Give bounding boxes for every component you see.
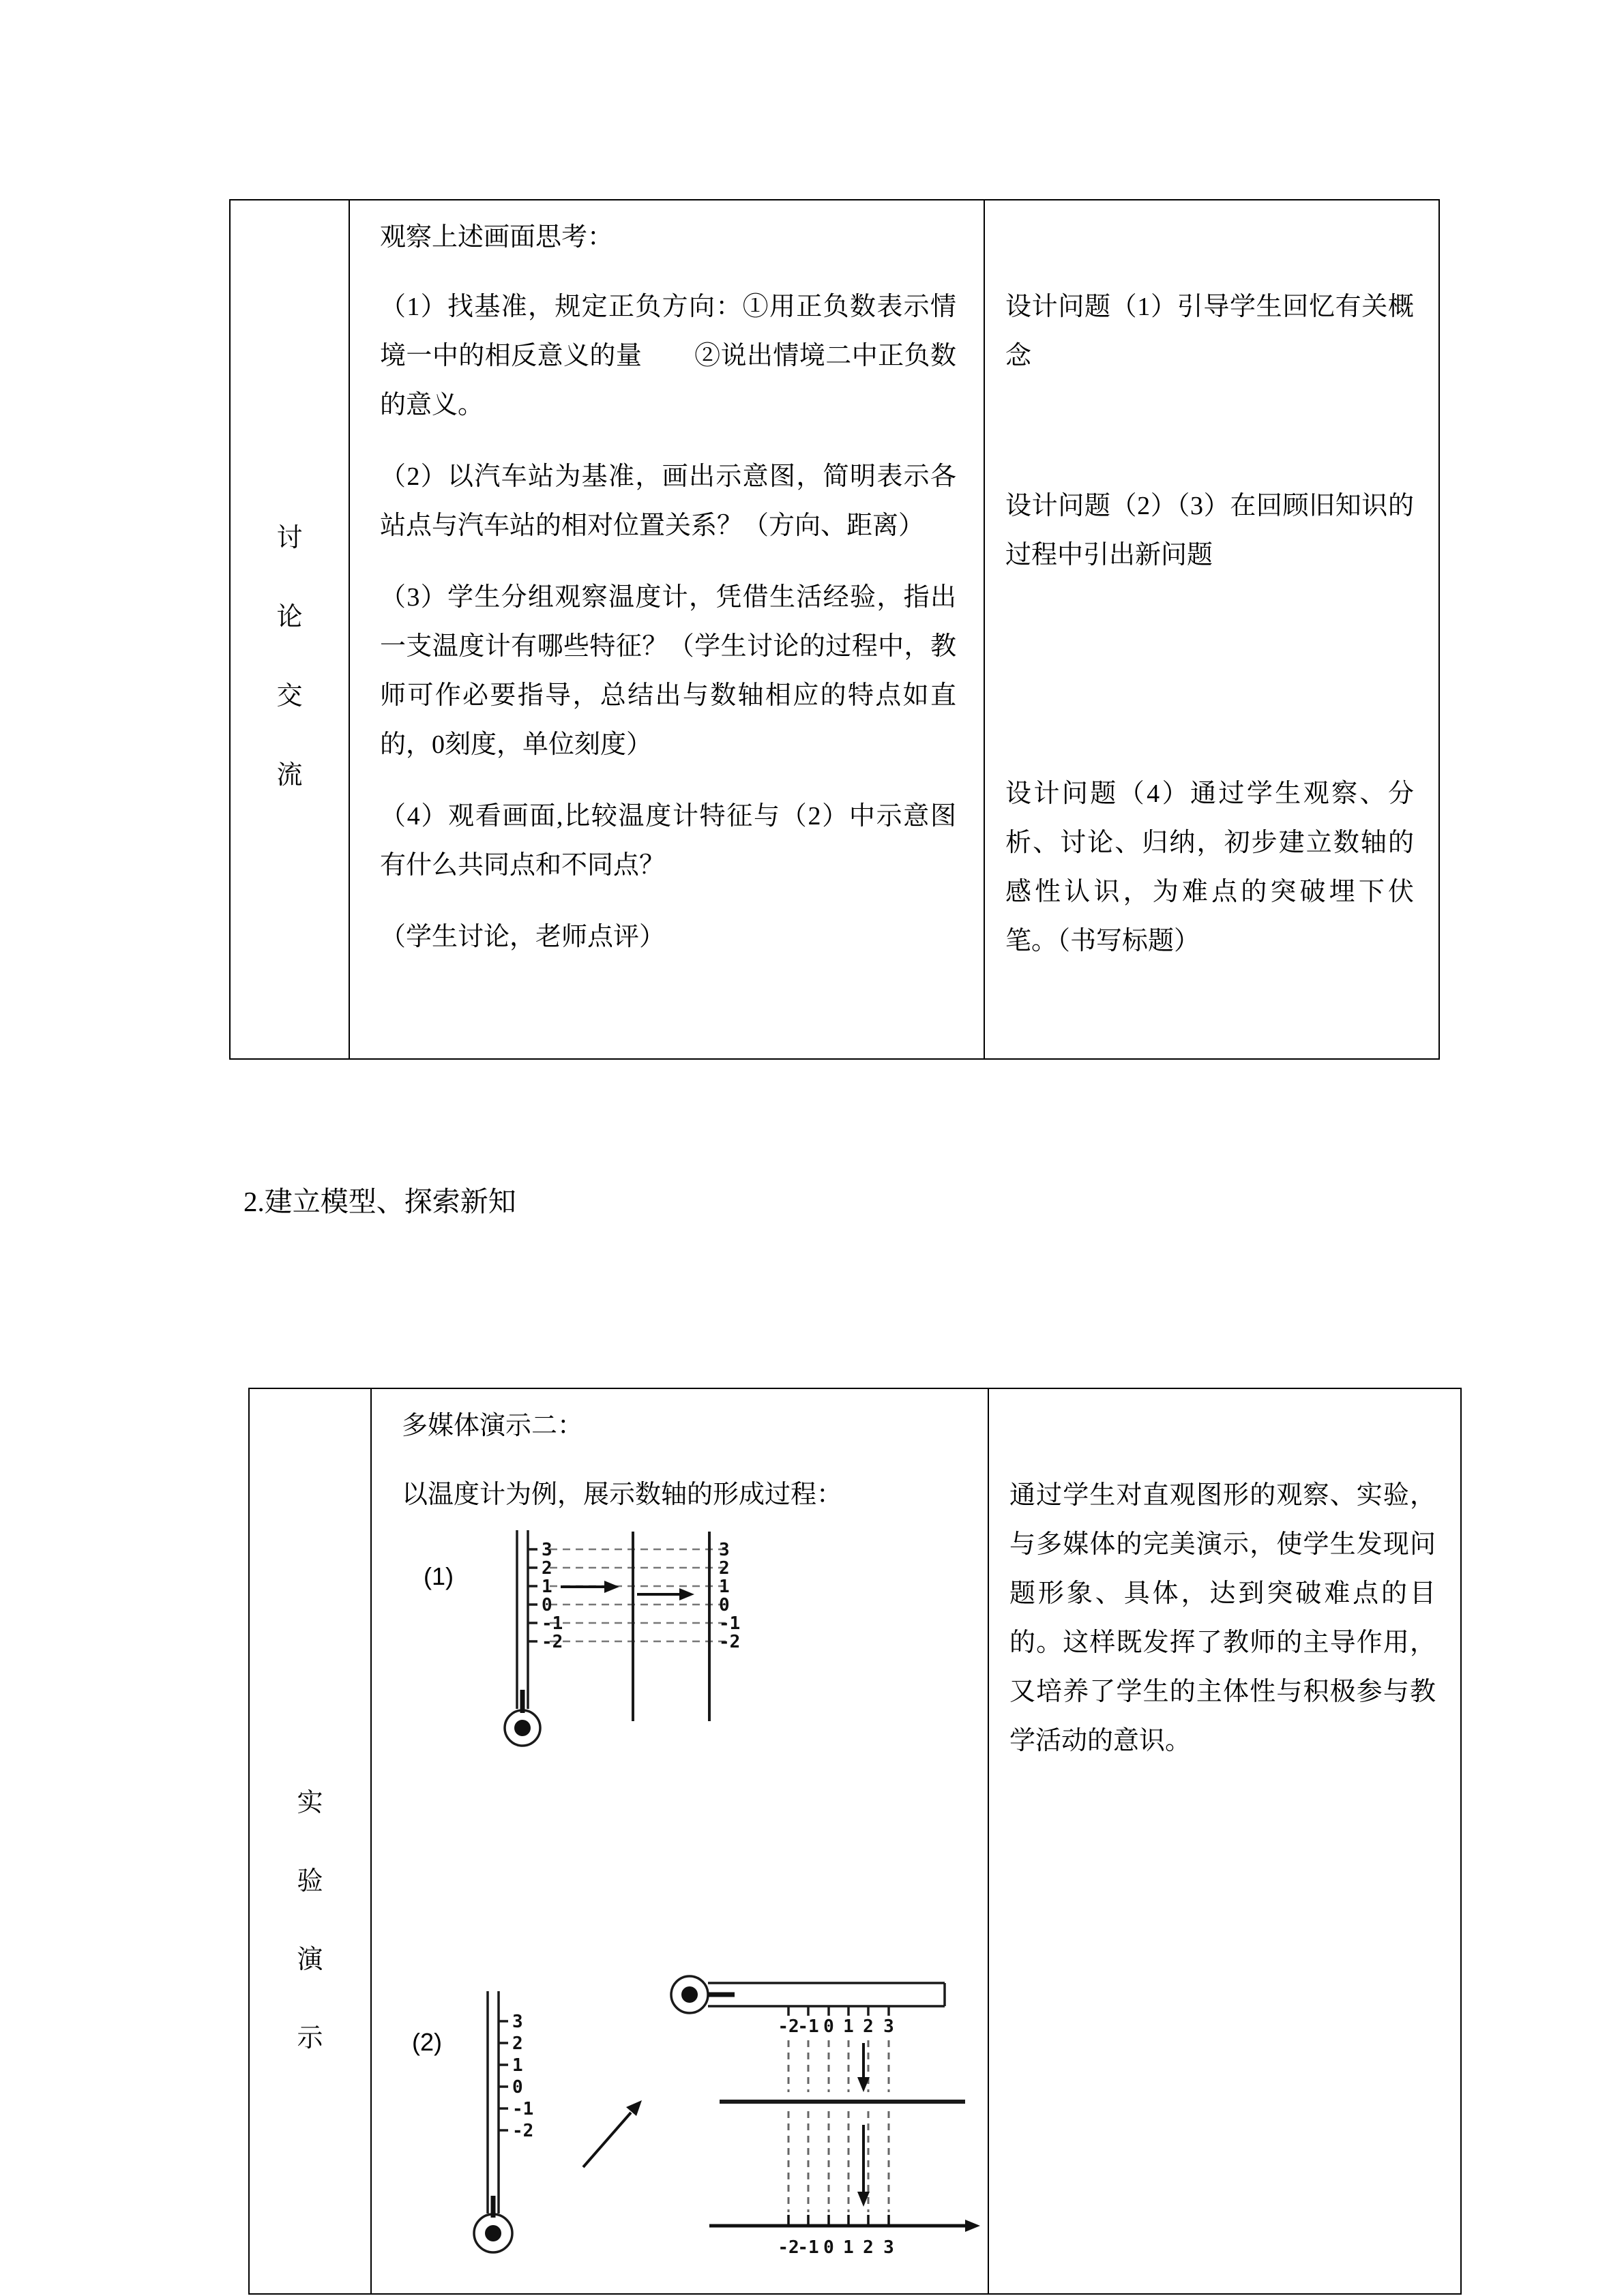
svg-text:-2: -2 <box>719 1632 741 1652</box>
row-header-char: 演 <box>297 1945 323 1974</box>
svg-text:0: 0 <box>719 1595 730 1615</box>
table-experiment-demo <box>248 1388 1462 2295</box>
dashed-projection-lines-upper <box>788 2040 889 2092</box>
row-header-char: 实 <box>297 1788 323 1817</box>
row-header-char: 论 <box>276 603 303 631</box>
row-header-char: 流 <box>276 761 303 790</box>
figure-2-label: (2) <box>412 2028 442 2056</box>
svg-text:0: 0 <box>823 2237 834 2258</box>
dashed-projection-lines-lower <box>788 2111 889 2212</box>
observe-prompt-title: 观察上述画面思考： <box>380 223 614 252</box>
row-header-char: 示 <box>297 2023 323 2053</box>
svg-text:0: 0 <box>823 2016 834 2037</box>
thermometer-rotation-to-horizontal-numberline-diagram <box>460 1972 988 2293</box>
section-heading: 2.建立模型、探索新知 <box>243 1186 516 1217</box>
discussion-content-cell <box>349 200 984 1058</box>
thermometer-to-vertical-numberline-diagram <box>490 1522 763 1768</box>
mercury-bulb <box>485 2225 501 2241</box>
svg-text:-1: -1 <box>797 2016 819 2037</box>
svg-text:3: 3 <box>719 1540 730 1560</box>
row-header-experiment <box>250 1389 370 2293</box>
question-1: （1）找基准，规定正负方向：①用正负数表示情境一中的相反意义的量 ②说出情境二中正负数的意义。 <box>380 293 956 419</box>
design-intent-cell <box>984 200 1438 1058</box>
svg-text:1: 1 <box>719 1577 730 1597</box>
mercury-bulb <box>514 1720 531 1736</box>
design-note-3: 设计问题（4）通过学生观察、分析、讨论、归纳，初步建立数轴的感性认识，为难点的突破埋下伏笔。（书写标题） <box>1005 779 1414 955</box>
horizontal-scale-labels <box>778 2016 894 2037</box>
row-header-discussion <box>231 200 349 1058</box>
figure-1-label: (1) <box>424 1562 454 1590</box>
svg-text:3: 3 <box>512 2012 523 2032</box>
svg-text:-2: -2 <box>512 2121 534 2141</box>
svg-text:1: 1 <box>843 2016 854 2037</box>
svg-text:3: 3 <box>542 1540 552 1560</box>
design-note-demo: 通过学生对直观图形的观察、实验，与多媒体的完美演示，使学生发现问题形象、具体，达到突破难点的目的。这样既发挥了教师的主导作用，又培养了学生的主体性与积极参与教学活动的意识。 <box>1009 1481 1436 1755</box>
svg-text:2: 2 <box>542 1558 552 1579</box>
svg-text:-1: -1 <box>512 2099 534 2119</box>
demo-subtitle: 以温度计为例，展示数轴的形成过程： <box>402 1480 843 1509</box>
discussion-note: （学生讨论，老师点评） <box>380 923 666 951</box>
design-note-2: 设计问题（2）（3）在回顾旧知识的过程中引出新问题 <box>1005 492 1414 569</box>
thermometer-scale-labels <box>542 1540 563 1652</box>
rotate-arrow <box>583 2100 642 2167</box>
svg-text:2: 2 <box>719 1558 730 1579</box>
svg-text:-2: -2 <box>542 1632 563 1652</box>
question-3: （3）学生分组观察温度计，凭借生活经验，指出一支温度计有哪些特征？（学生讨论的过程中，教师可作必要指导，总结出与数轴相应的特点如直的，0刻度，单位刻度） <box>380 583 956 759</box>
transform-arrows <box>561 1581 694 1600</box>
question-2: （2）以汽车站为基准，画出示意图，简明表示各站点与汽车站的相对位置关系？（方向、距离） <box>380 462 956 540</box>
svg-text:-2: -2 <box>778 2237 799 2258</box>
svg-text:-1: -1 <box>542 1613 563 1634</box>
svg-text:3: 3 <box>883 2237 894 2258</box>
table-discussion <box>229 199 1440 1060</box>
svg-text:1: 1 <box>542 1577 552 1597</box>
vertical-scale-labels <box>512 2012 533 2141</box>
numberline-scale-labels <box>778 2237 894 2258</box>
svg-text:-1: -1 <box>797 2237 819 2258</box>
svg-text:1: 1 <box>512 2055 523 2076</box>
svg-text:2: 2 <box>863 2016 874 2037</box>
svg-text:3: 3 <box>883 2016 894 2037</box>
svg-text:-1: -1 <box>719 1613 741 1634</box>
thermometer-icon <box>505 1530 540 1746</box>
svg-text:2: 2 <box>512 2033 523 2054</box>
design-note-1: 设计问题（1）引导学生回忆有关概念 <box>1005 293 1414 370</box>
row-header-char: 验 <box>297 1866 323 1896</box>
row-header-char: 交 <box>276 682 303 711</box>
multimedia-demo-title: 多媒体演示二： <box>402 1412 584 1440</box>
numberline-scale-labels <box>719 1540 740 1652</box>
svg-text:1: 1 <box>843 2237 854 2258</box>
row-header-char: 讨 <box>276 524 303 552</box>
question-4: （4）观看画面,比较温度计特征与（2）中示意图有什么共同点和不同点？ <box>380 802 956 880</box>
svg-text:0: 0 <box>512 2077 523 2098</box>
horizontal-numberline <box>709 2215 980 2232</box>
mercury-bulb <box>681 1986 698 2003</box>
design-intent-cell-2 <box>988 1389 1460 2293</box>
svg-text:2: 2 <box>863 2237 874 2258</box>
demo-content-cell <box>370 1389 988 2293</box>
svg-text:0: 0 <box>542 1595 552 1615</box>
svg-text:-2: -2 <box>778 2016 799 2037</box>
